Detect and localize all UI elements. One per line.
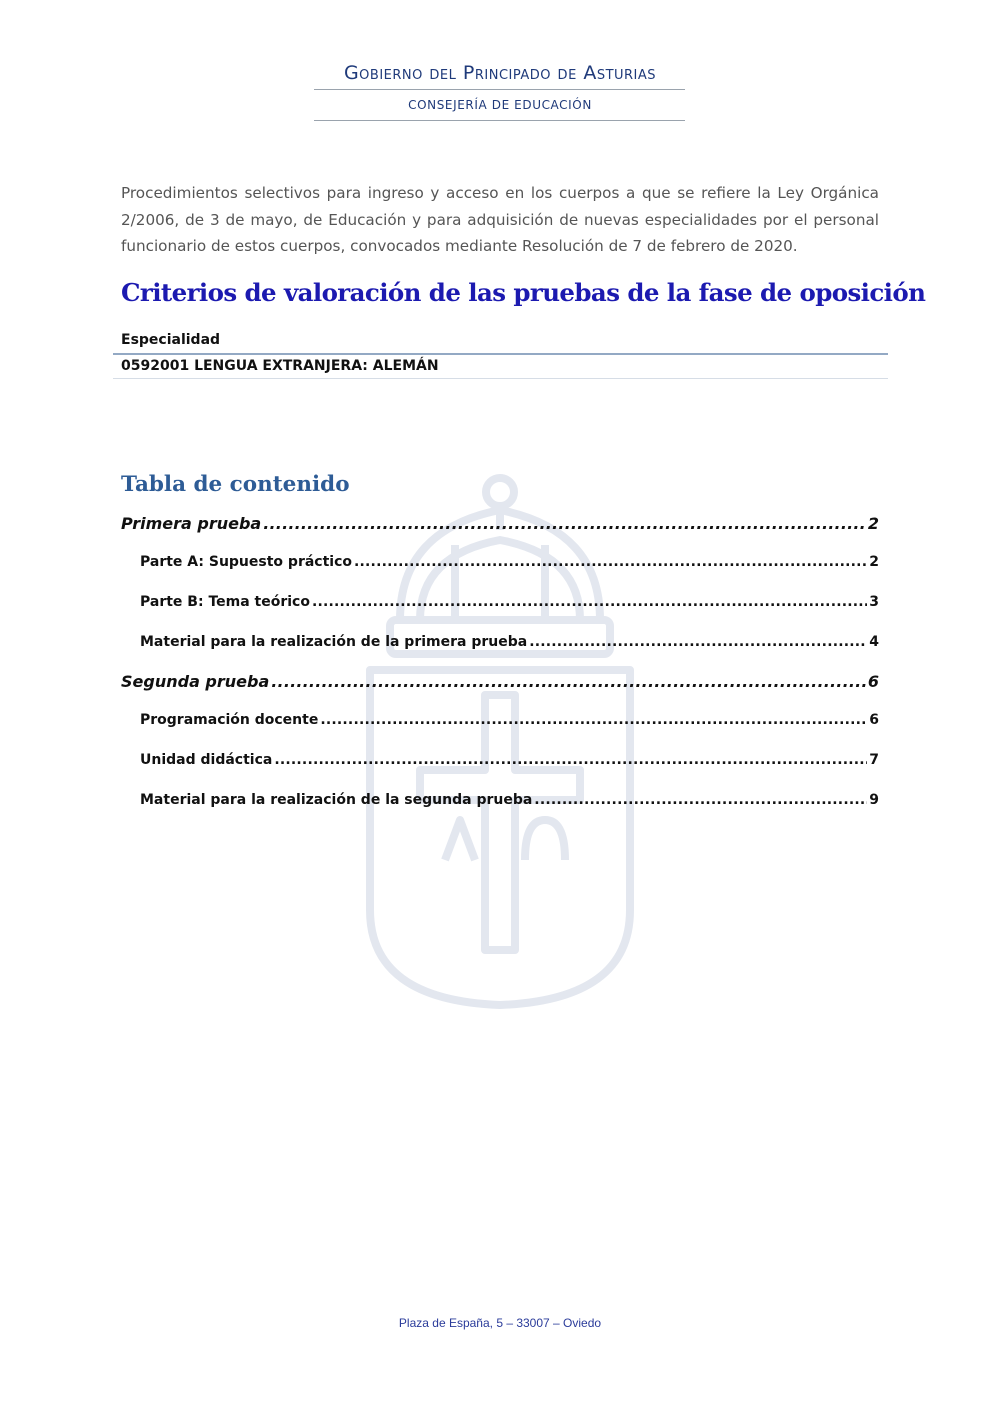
toc-leader-dots (529, 634, 867, 650)
toc-entry-label: Material para la realización de la primera prueba (140, 634, 528, 650)
toc-leader-dots (263, 514, 866, 533)
especialidad-divider (113, 353, 888, 355)
toc-entry-page: 6 (869, 712, 879, 728)
toc-entry-label: Unidad didáctica (140, 752, 273, 768)
toc-entry-label: Parte A: Supuesto práctico (140, 554, 352, 570)
toc-leader-dots (312, 594, 867, 610)
especialidad-label: Especialidad (121, 332, 221, 348)
toc-entry-material-segunda[interactable] (121, 788, 879, 828)
government-name: Gobierno del Principado de Asturias (343, 62, 657, 84)
toc-entry-primera-prueba[interactable] (121, 512, 879, 550)
especialidad-value: 0592001 LENGUA EXTRANJERA: ALEMÁN (121, 358, 439, 374)
toc-entry-page: 3 (869, 594, 879, 610)
toc-entry-label: Segunda prueba (121, 672, 270, 691)
department-name: CONSEJERÍA DE EDUCACIÓN (408, 98, 592, 112)
toc-entry-page: 4 (869, 634, 879, 650)
toc-title: Tabla de contenido (121, 472, 350, 497)
header-divider-bottom (314, 120, 685, 121)
toc-entry-page: 9 (869, 792, 879, 808)
toc-entry-label: Material para la realización de la segunda prueba (140, 792, 533, 808)
toc-entry-page: 2 (869, 554, 879, 570)
footer-address: Plaza de España, 5 – 33007 – Oviedo (398, 1316, 602, 1330)
toc-leader-dots (320, 712, 867, 728)
toc-entry-programacion-docente[interactable] (121, 708, 879, 748)
toc-entry-unidad-didactica[interactable] (121, 748, 879, 788)
header (314, 56, 686, 84)
toc-entry-parte-b[interactable] (121, 590, 879, 630)
toc-entry-material-primera[interactable] (121, 630, 879, 670)
toc-entry-label: Primera prueba (121, 514, 262, 533)
toc-entry-label: Programación docente (140, 712, 319, 728)
toc-leader-dots (534, 792, 867, 808)
table-of-contents (121, 512, 879, 828)
header-divider-top (314, 89, 685, 90)
toc-entry-parte-a[interactable] (121, 550, 879, 590)
especialidad-underline (113, 378, 888, 379)
toc-leader-dots (274, 752, 867, 768)
toc-entry-page: 6 (867, 672, 879, 691)
toc-entry-page: 2 (867, 514, 879, 533)
toc-leader-dots (354, 554, 867, 570)
toc-entry-page: 7 (869, 752, 879, 768)
document-title: Criterios de valoración de las pruebas de la fase de oposición (121, 278, 926, 307)
toc-entry-label: Parte B: Tema teórico (140, 594, 310, 610)
toc-entry-segunda-prueba[interactable] (121, 670, 879, 708)
toc-leader-dots (271, 672, 866, 691)
intro-paragraph: Procedimientos selectivos para ingreso y acceso en los cuerpos a que se refiere la Ley Orgánica 2/2006, de 3 de mayo, de Educación y para adquisición de nuevas especialidades por el personal funcionario de estos cuerpos, convocados mediante Resolución de 7 de febrero de 2020. (121, 184, 879, 255)
